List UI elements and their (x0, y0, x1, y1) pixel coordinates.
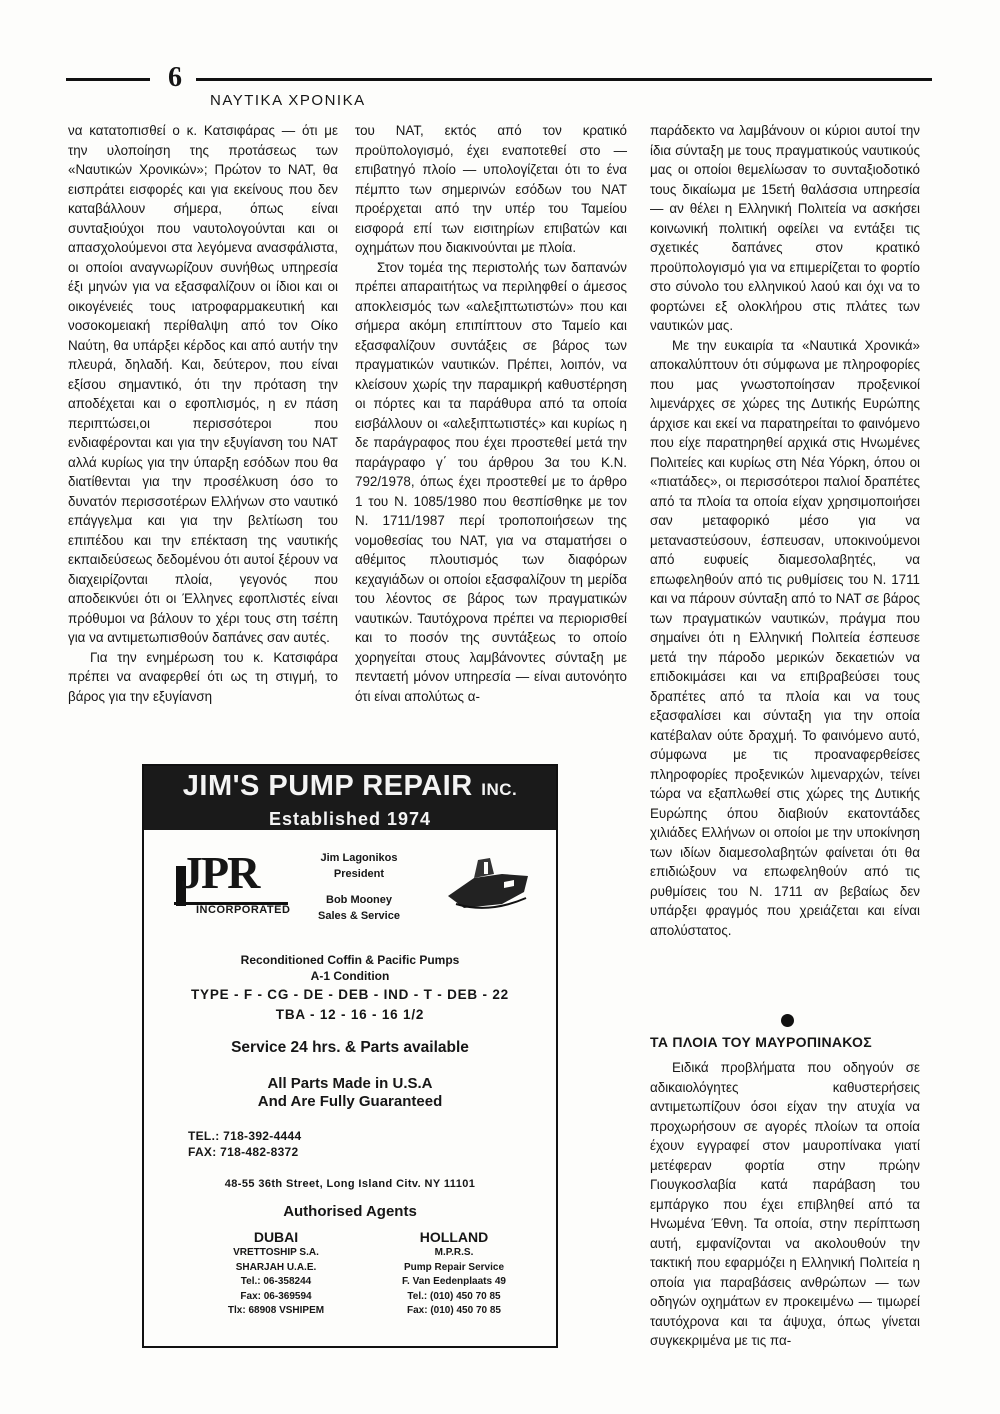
ad-banner (144, 766, 556, 830)
section-heading: ΤΑ ΠΛΟΙΑ ΤΟΥ ΜΑΥΡΟΠΙΝΑΚΟΣ (650, 1034, 872, 1050)
agent-service: Pump Repair Service (403, 1261, 505, 1273)
ad-parts-made: All Parts Made in U.S.A (267, 1075, 433, 1092)
ad-established: Established 1974 (268, 809, 432, 829)
agent-country: DUBAI (253, 1229, 299, 1245)
contact-name: Jim Lagonikos (320, 852, 398, 864)
header-rule-right (196, 78, 932, 81)
ad-line-types: TYPE - F - CG - DE - DEB - IND - T - DEB - 22 (190, 987, 509, 1002)
agent-country: HOLLAND (419, 1229, 489, 1245)
agent-tel: Tel.: 06-358244 (240, 1276, 312, 1287)
ad-company-text: JIM'S PUMP REPAIR (182, 770, 473, 802)
logo-incorporated: INCORPORATED (196, 904, 291, 916)
paragraph: του ΝΑΤ, εκτός από τον κρατικό προϋπολογισμό, έχει εναποτεθεί στο — επιβατηγό πλοίο — υπολογίζεται ότι το ένα πέμπτο των σημερινών εσόδων του ΝΑΤ προέρχεται από την υπέρ του Ταμείου εισφορά επί των εισιτηρίων επιβατών και οχημάτων που διακινούνται με πλοία. (355, 123, 627, 255)
agent-city: SHARJAH U.A.E. (235, 1261, 317, 1273)
contact-role: Sales & Service (318, 910, 400, 922)
paragraph: παράδεκτο να λαμβάνουν οι κύριοι αυτοί την ίδια σύνταξη με τους πραγματικούς ναυτικούς μας οι οποίοι θεμελίωσαν το συνταξιοδοτικό τους δικαίωμα με 15ετή θαλάσσια υπηρεσία — αν θέλει η Ελληνική Πολιτεία να ασκήσει κοινωνική πολιτική οφείλει να εντάξει τις σχετικές δαπάνες στον κρατικό προϋπολογισμό για να επιμερίζεται το φορτίο στο σύνολο του ελληνικού λαού και όχι να το φορτώνει εξ ολοκλήρου στις πλάτες των ναυτικών μας. (650, 123, 920, 333)
paragraph: να κατατοπισθεί ο κ. Κατσιφάρας — ότι με την υλοποίηση της προτάσεως των «Ναυτικών Χρονικών»; Πρώτον το ΝΑΤ, θα εισπράτει εισφορές και για εκείνους που δεν καταβάλλουν σήμερα, όπως είναι συνταξιούχοι που ναυτολογούνται και οι απασχολούμενοι στα λεγόμενα ανασφάλιστα, οι οποίοι αναγνωρίζουν συνήθως υπηρεσία έξι μηνών για να εξασφαλίζουν οι ίδιοι και οι οικογένειές τους ιατροφαρμακευτική και νοσοκομειακή περίθαλψη από τον Οίκο Ναύτη, θα υπάρξει κέρδος και από αυτήν την πλευρά, δηλαδή. Και, δεύτερον, που είναι εξίσου σημαντικό, ότι την πρόταση την αποδέχεται και ο εφοπλισμός, η εν πάση περιπτώσει,οι περισσότεροι που ενδιαφέρονται και για την εξυγίανση του ΝΑΤ αλλά κυρίως για την ύπαρξη εσόδων που θα διατίθενται για την προσέλκυση όσο το δυνατόν περισσοτέρων Ελλήνων στο ναυτικό επάγγελμα και για την βελτίωση του επιπέδου και την επέκταση της ναυτικής εκπαιδεύσεως δεδομένου ότι αυτοί ξέρουν να διαχειρίζονται πλοία, γεγονός που αποδεικνύει ότι οι Έλληνες εφοπλιστές είναι πρόθυμοι να βάλουν το χέρι τους στη τσέπη για να αντιμετωπισθούν δαπάνες σαν αυτές. (68, 123, 338, 645)
ad-company-name (144, 766, 556, 808)
logo-letters: JPR (180, 847, 259, 898)
article-column-1 (68, 121, 338, 706)
paragraph: Για την ενημέρωση του κ. Κατσιφάρα πρέπει να αναφερθεί ότι ως τη στιγμή, το βάρος για την εξυγίανση (68, 649, 338, 704)
contact-role: President (333, 868, 385, 880)
ad-contacts (294, 850, 424, 924)
paragraph: Με την ευκαιρία τα «Ναυτικά Χρονικά» αποκαλύπτουν ότι σύμφωνα με πληροφορίες που μας γνωστοποίησαν προξενικοί λιμενάρχες σε χώρες της Δυτικής Ευρώπης άρχισε και εκεί να παρατηρείται το φαινόμενο που είχε παρατηρηθεί αρχικά στις Ηνωμένες Πολιτείες και κυρίως στη Νέα Υόρκη, όπου οι «πιατάδες», οι περισσότεροι παλιοί δραπέτες από τα πλοία τα οποία είχαν χρησιμοποιήσει σαν μεταφορικό μέσο για να μεταναστεύσουν, έσπευσαν, υποκινούμενοι από ευφυείς διαμεσολαβητές, να επωφεληθούν από τις ρυθμίσεις του Ν. 1711 και να πάρουν σύνταξη από το ΝΑΤ σε βάρος των πραγματικών ναυτικών, πράγμα που σημαίνει ότι η Ελληνική Πολιτεία έσπευσε μετά την πάροδο μερικών δεκαετιών να επιδοκιμάσει και να επιβραβεύσει τους δραπέτες από τα πλοία και να τους εξασφαλίσει και σύνταξη για την οποία κατέβαλαν ούτε δραχμή. Το φαινόμενο αυτό, σύμφωνα με τις προαναφερθείσες πληροφορίες προξενικών λιμεναρχών, τείνει τώρα να εξαπλωθεί στις χώρες της Δυτικής Ευρώπης όπου διαβιούν εκατοντάδες χιλιάδες Ελλήνων οι οποίοι με την υποκίνηση των ιδίων διαμεσολαβητών φαίνεται ότι θα επιδιώξουν να επωφεληθούν από τις ρυθμίσεις του Ν. 1711 αν βεβαίως δεν υπάρξει φραγμός που χρειάζεται και είναι απολύστατος. (650, 337, 920, 938)
ad-line-condition: A-1 Condition (310, 969, 390, 983)
ad-line-tba: TBA - 12 - 16 - 16 1/2 (275, 1007, 425, 1022)
agent-tel: Tel.: (010) 450 70 85 (407, 1290, 501, 1302)
agent-fax: Fax: 06-369594 (240, 1290, 312, 1302)
section-separator-bullet (781, 1014, 794, 1027)
ad-agents-heading: Authorised Agents (283, 1203, 417, 1220)
agent-tlx: Tlx: 68908 VSHIPEM (227, 1305, 325, 1316)
ad-line-pumps: Reconditioned Coffin & Pacific Pumps (240, 953, 460, 967)
paragraph: Στον τομέα της περιστολής των δαπανών πρέπει απαραιτήτως να περιληφθεί ο άμεσος αποκλεισμός των «αλεξιπτωτιστών» που και σήμερα ακόμη επιπίπτουν στο Ταμείο και εξασφαλίζουν συντάξεις σε βάρος των πραγματικών ναυτικών. Πρέπει, λοιπόν, να κλείσουν χωρίς την παραμικρή καθυστέρηση οι πόρτες και τα παράθυρα από τα οποία εισβάλλουν οι «αλεξιπτωτιστές» και κυρίως η δε παράγραφος που έχει προστεθεί μετά την παράγραφο γ΄ του άρθρου 3α του Κ.Ν. 792/1978, όπως έχει προστεθεί με το άρθρο 1 του Ν. 1085/1980 που θεσπίσθηκε με τον Ν. 1711/1987 περί τροποποιήσεων της νομοθεσίας του ΝΑΤ, για να σταματήσει ο αθέμιτος πλουτισμός των διαφόρων κεχαγιάδων οι οποίοι εξασφαλίζουν τη μερίδα του λέοντος σε βάρος των πραγματικών ναυτικών. Ταυτόχρονα πρέπει να περιορισθεί και το ποσόν της συντάξεως το οποίο χορηγείται στους λαμβάνοντες σύνταξη με πενταετή μόνον υπηρεσία — είναι αυτονόητο ότι είναι απολύτως α- (355, 259, 627, 704)
agent-street: F. Van Eedenplaats 49 (402, 1276, 506, 1287)
page-number: 6 (168, 62, 182, 93)
publication-title: ΝΑΥΤΙΚΑ ΧΡΟΝΙΚΑ (210, 92, 366, 109)
ad-company-suffix: INC. (481, 780, 518, 799)
ad-phone-block (188, 1128, 301, 1160)
ad-service: Service 24 hrs. & Parts available (231, 1039, 469, 1056)
ad-parts-guarantee: And Are Fully Guaranteed (257, 1093, 443, 1110)
advertisement-box (142, 764, 558, 1348)
contact-name: Bob Mooney (326, 894, 392, 906)
agent-fax: Fax: (010) 450 70 85 (407, 1305, 501, 1316)
agent-holland (372, 1228, 536, 1319)
ad-tel: TEL.: 718-392-4444 (188, 1129, 302, 1143)
header-rule-left (66, 78, 150, 81)
ad-fax: FAX: 718-482-8372 (188, 1145, 299, 1159)
jpr-logo (172, 847, 291, 926)
section-body (650, 1058, 920, 1351)
agent-dubai (198, 1228, 354, 1319)
article-column-3 (650, 121, 920, 940)
paragraph: Ειδικά προβλήματα που οδηγούν σε αδικαιολόγητες καθυστερήσεις αντιμετωπίζουν όσοι είχαν την ατυχία να προχωρήσουν σε αγορές πλοίων τα οποία έχουν εγγραφεί στον μαυροπίνακα γιατί μετέφεραν φορτία στην πρώην Γιουγκοσλαβία κατά παράβαση του εμπάργκο που έχει επιβληθεί από τα Ηνωμένα Έθνη. Τα οποία, στην περίπτωση αυτή, εμφανίζονται να ακολουθούν την τακτική που εφαρμόζει η Ελληνική Πολιτεία η οποία για παραβάσεις ανθρώπων — των οδηγών οχημάτων εν προκειμένω — τιμωρεί ταυτόχρονα και τα άψυχα, όπως γίνεται συγκεκριμένα με τις πα- (650, 1060, 920, 1348)
ship-icon (444, 852, 534, 918)
ad-address: 48-55 36th Street, Long Island Citv. NY 11101 (224, 1178, 476, 1190)
agent-company: VRETTOSHIP S.A. (233, 1247, 319, 1258)
agent-company: M.P.R.S. (434, 1247, 474, 1258)
article-column-2 (355, 121, 627, 706)
